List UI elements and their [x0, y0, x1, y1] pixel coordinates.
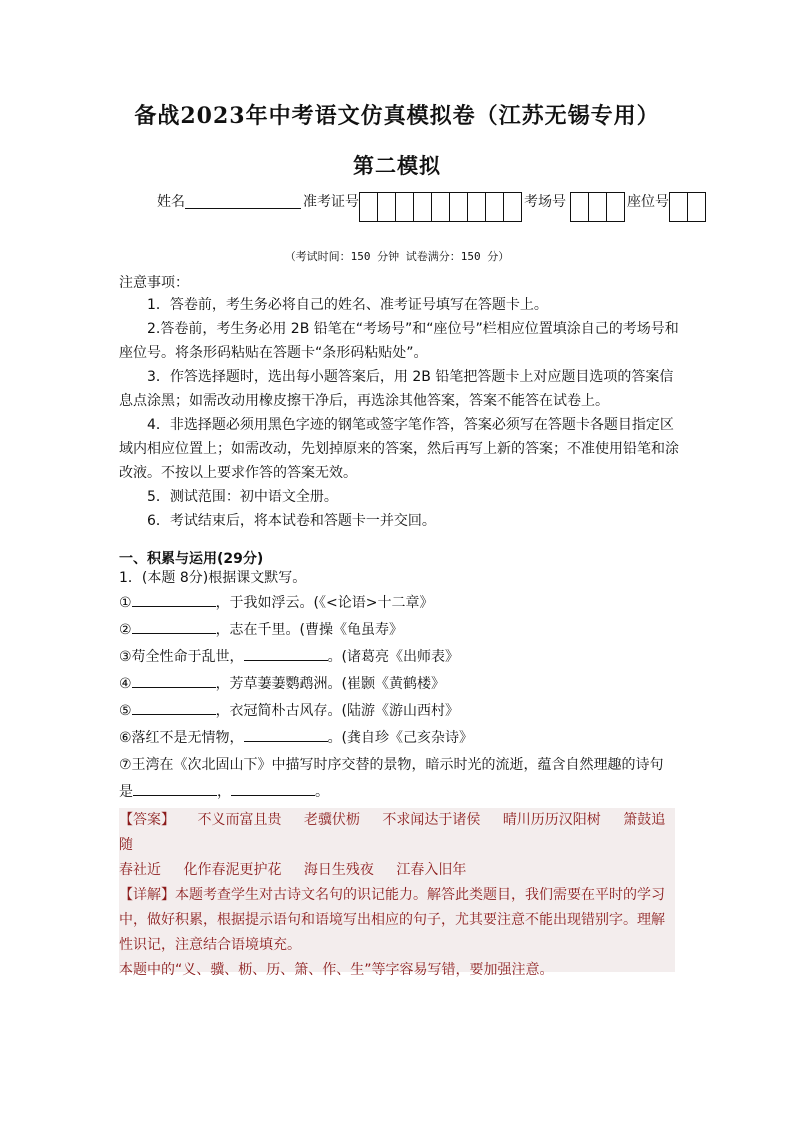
- answer-blank[interactable]: [231, 781, 315, 796]
- ticket-digit-box[interactable]: [378, 193, 396, 221]
- answer-blank[interactable]: [132, 619, 216, 634]
- seat-number-label: 座位号: [627, 194, 669, 210]
- seat-number-boxes[interactable]: [669, 192, 706, 222]
- answer-item: 江春入旧年: [396, 862, 467, 878]
- ticket-digit-box[interactable]: [414, 193, 432, 221]
- note-item: 6．考试结束后，将本试卷和答题卡一并交回。: [147, 513, 436, 529]
- notes-list: [119, 293, 679, 533]
- answer-item: 化作春泥更护花: [183, 862, 282, 878]
- room-digit-box[interactable]: [589, 193, 607, 221]
- note-item: 1．答卷前，考生务必将自己的姓名、准考证号填写在答题卡上。: [147, 297, 548, 313]
- answer-item: 春社近: [119, 862, 161, 878]
- ticket-digit-box[interactable]: [360, 193, 378, 221]
- ticket-digit-box[interactable]: [432, 193, 450, 221]
- answer-item: 箫鼓追随: [119, 812, 666, 853]
- exam-room-boxes[interactable]: [570, 192, 625, 222]
- recitation-item: ⑥落红不是无情物， 。(龚自珍《己亥杂诗》: [119, 725, 679, 752]
- recitation-items: [119, 590, 679, 806]
- answer-item: 不义而富且贵: [197, 812, 282, 828]
- answer-blank[interactable]: [132, 700, 216, 715]
- detail-paragraph: [119, 883, 675, 958]
- ticket-digit-box[interactable]: [396, 193, 414, 221]
- ticket-digit-box[interactable]: [468, 193, 486, 221]
- ticket-number-label: 准考证号: [303, 194, 359, 210]
- name-label: 姓名: [157, 194, 185, 210]
- recitation-item: ⑤ ，衣冠简朴古风存。(陆游《游山西村》: [119, 698, 679, 725]
- answer-blank[interactable]: [132, 673, 216, 688]
- recitation-item: ③苟全性命于乱世， 。(诸葛亮《出师表》: [119, 644, 679, 671]
- room-digit-box[interactable]: [607, 193, 624, 221]
- answer-blank[interactable]: [244, 727, 328, 742]
- answer-note: 本题中的“义、骥、枥、历、箫、作、生”等字容易写错，要加强注意。: [119, 962, 554, 978]
- page-subtitle: 第二模拟: [353, 153, 441, 178]
- room-digit-box[interactable]: [571, 193, 589, 221]
- detail-text: 本题考查学生对古诗文名句的识记能力。解答此类题目，我们需要在平时的学习中，做好积累，根据提示语句和语境写出相应的句子，尤其要注意不能出现错别字。理解性识记，注意结合语境填充。: [119, 887, 665, 953]
- answer-blank[interactable]: [133, 781, 217, 796]
- detail-label: 【详解】: [119, 887, 175, 903]
- ticket-digit-box[interactable]: [486, 193, 504, 221]
- seat-digit-box[interactable]: [688, 193, 705, 221]
- section-title: 一、积累与运用(29分): [119, 551, 264, 567]
- answer-item: 晴川历历汉阳树: [502, 812, 601, 828]
- recitation-item: ④ ，芳草萋萋鹦鹉洲。(崔颢《黄鹤楼》: [119, 671, 679, 698]
- ticket-digit-box[interactable]: [504, 193, 521, 221]
- note-item: 4．非选择题必须用黑色字迹的钢笔或签字笔作答，答案必须写在答题卡各题目指定区域内相应位置上；如需改动，先划掉原来的答案，然后再写上新的答案；不准使用铅笔和涂改液。不按以上要求作答的答案无效。: [119, 417, 679, 481]
- note-item: 2.答卷前，考生务必用 2B 铅笔在“考场号”和“座位号”栏相应位置填涂自己的考场号和座位号。将条形码粘贴在答题卡“条形码粘贴处”。: [119, 321, 679, 361]
- seat-digit-box[interactable]: [670, 193, 688, 221]
- answer-item: 老骥伏枥: [303, 812, 360, 828]
- recitation-item: ⑦王湾在《次北固山下》中描写时序交替的景物，暗示时光的流逝，蕴含自然理趣的诗句: [119, 757, 664, 773]
- answer-blank[interactable]: [132, 592, 216, 607]
- answer-label: 【答案】: [119, 812, 175, 828]
- answer-item: 不求闻达于诸侯: [382, 812, 481, 828]
- page-title: 备战2023年中考语文仿真模拟卷（江苏无锡专用）: [134, 103, 660, 129]
- note-item: 5．测试范围：初中语文全册。: [147, 489, 338, 505]
- answer-line: [119, 808, 675, 858]
- recitation-item: ② ，志在千里。(曹操《龟虽寿》: [119, 617, 679, 644]
- student-id-row: [157, 192, 708, 222]
- recitation-item: ① ，于我如浮云。(《<论语>十二章》: [119, 590, 679, 617]
- notes-title: 注意事项：: [119, 275, 189, 291]
- exam-room-label: 考场号: [524, 194, 566, 210]
- exam-info: （考试时间：150 分钟 试卷满分：150 分）: [284, 250, 510, 263]
- name-field[interactable]: [185, 192, 301, 209]
- answer-blank[interactable]: [244, 646, 328, 661]
- ticket-number-boxes[interactable]: [359, 192, 522, 222]
- recitation-item-continued: 是 ， 。: [119, 779, 679, 806]
- question-intro: 1．(本题 8分)根据课文默写。: [119, 570, 307, 586]
- note-item: 3．作答选择题时，选出每小题答案后，用 2B 铅笔把答题卡上对应题目选项的答案信息点涂黑；如需改动用橡皮擦干净后，再选涂其他答案，答案不能答在试卷上。: [119, 369, 674, 409]
- answer-item: 海日生残夜: [303, 862, 374, 878]
- answer-content: [119, 808, 675, 983]
- answer-line: [119, 858, 675, 883]
- ticket-digit-box[interactable]: [450, 193, 468, 221]
